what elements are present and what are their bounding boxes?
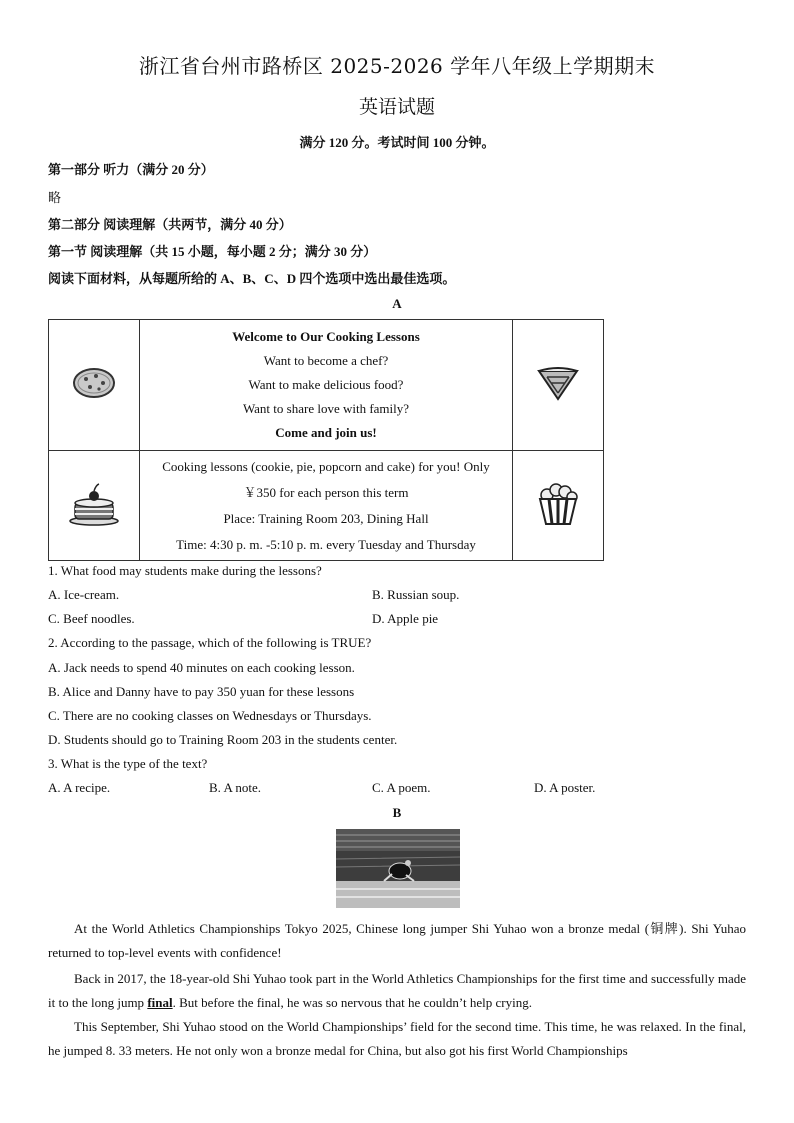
cookie-icon	[72, 366, 116, 400]
poster-welcome-cell	[140, 320, 513, 451]
cooking-poster-table	[48, 319, 604, 561]
poster-info-price: ￥350 for each person this term	[243, 484, 409, 500]
score-time-note: 满分 120 分。考试时间 100 分钟。	[299, 135, 495, 150]
passage-b-label: B	[392, 805, 402, 820]
cake-icon	[68, 481, 120, 527]
document-title: 浙江省台州市路桥区 2025-2026 学年八年级上学期期末	[138, 54, 656, 78]
question-1: 1. What food may students make during the lessons?	[48, 563, 322, 578]
poster-line-1: Want to become a chef?	[263, 353, 389, 368]
part1-omitted: 略	[48, 190, 62, 205]
q2-option-b: B. Alice and Danny have to pay 350 yuan for these lessons	[48, 684, 355, 699]
passage-b-paragraph-2	[48, 967, 746, 1015]
popcorn-cell	[513, 451, 604, 561]
part2-heading: 第二部分 阅读理解（共两节，满分 40 分）	[48, 217, 292, 232]
cookie-cell	[49, 320, 140, 451]
cake-cell	[49, 451, 140, 561]
pie-icon	[535, 363, 581, 403]
document-subtitle: 英语试题	[358, 96, 435, 118]
poster-info-lessons: Cooking lessons (cookie, pie, popcorn and cake) for you! Only	[162, 458, 490, 474]
q3-option-b: B. A note.	[209, 780, 262, 795]
q3-option-a: A. A recipe.	[48, 780, 111, 795]
poster-info-place: Place: Training Room 203, Dining Hall	[223, 510, 429, 526]
popcorn-icon	[535, 482, 581, 526]
question-2: 2. According to the passage, which of the following is TRUE?	[48, 635, 372, 650]
poster-join: Come and join us!	[275, 425, 377, 440]
instruction-text: 阅读下面材料，从每题所给的 A、B、C、D 四个选项中选出最佳选项。	[48, 271, 456, 286]
part1-heading: 第一部分 听力（满分 20 分）	[48, 162, 214, 177]
poster-heading: Welcome to Our Cooking Lessons	[232, 329, 420, 344]
passage-b-paragraph-3: This September, Shi Yuhao stood on the World Championships’ field for the second time. This time, he was relaxed. In the final, he jumped 8. 33 meters. He not only won a bronze medal for China, but also got his first World Championships	[48, 1019, 746, 1058]
passage-a-label: A	[392, 296, 402, 311]
q1-option-b: B. Russian soup.	[372, 587, 460, 602]
paragraph-2-text-end: . But before the final, he was so nervous that he couldn’t help crying.	[172, 995, 532, 1010]
q1-option-a: A. Ice-cream.	[48, 587, 120, 602]
paragraph-2-text: Back in 2017, the 18-year-old Shi Yuhao took part in the World Athletics Championships for the first time and successfully made it to the long jump	[48, 971, 746, 1010]
q3-option-d: D. A poster.	[534, 780, 596, 795]
passage-b-paragraph-1: At the World Athletics Championships Tokyo 2025, Chinese long jumper Shi Yuhao won a bronze medal (铜牌). Shi Yuhao returned to top-level events with confidence!	[48, 921, 746, 960]
keyword-final: final	[147, 995, 173, 1010]
poster-info-cell	[140, 451, 513, 561]
question-3: 3. What is the type of the text?	[48, 756, 208, 771]
poster-info-time: Time: 4:30 p. m. -5:10 p. m. every Tuesday and Thursday	[176, 536, 476, 552]
q2-option-c: C. There are no cooking classes on Wednesdays or Thursdays.	[48, 708, 372, 723]
q3-option-c: C. A poem.	[372, 780, 431, 795]
q2-option-a: A. Jack needs to spend 40 minutes on each cooking lesson.	[48, 660, 355, 675]
poster-line-2: Want to make delicious food?	[248, 377, 404, 392]
q1-option-c: C. Beef noodles.	[48, 611, 135, 626]
long-jump-photo	[336, 829, 460, 908]
pie-cell	[513, 320, 604, 451]
q1-option-d: D. Apple pie	[372, 611, 439, 626]
section1-heading: 第一节 阅读理解（共 15 小题，每小题 2 分；满分 30 分）	[48, 244, 377, 259]
q2-option-d: D. Students should go to Training Room 203 in the students center.	[48, 732, 398, 747]
poster-line-3: Want to share love with family?	[242, 401, 410, 416]
